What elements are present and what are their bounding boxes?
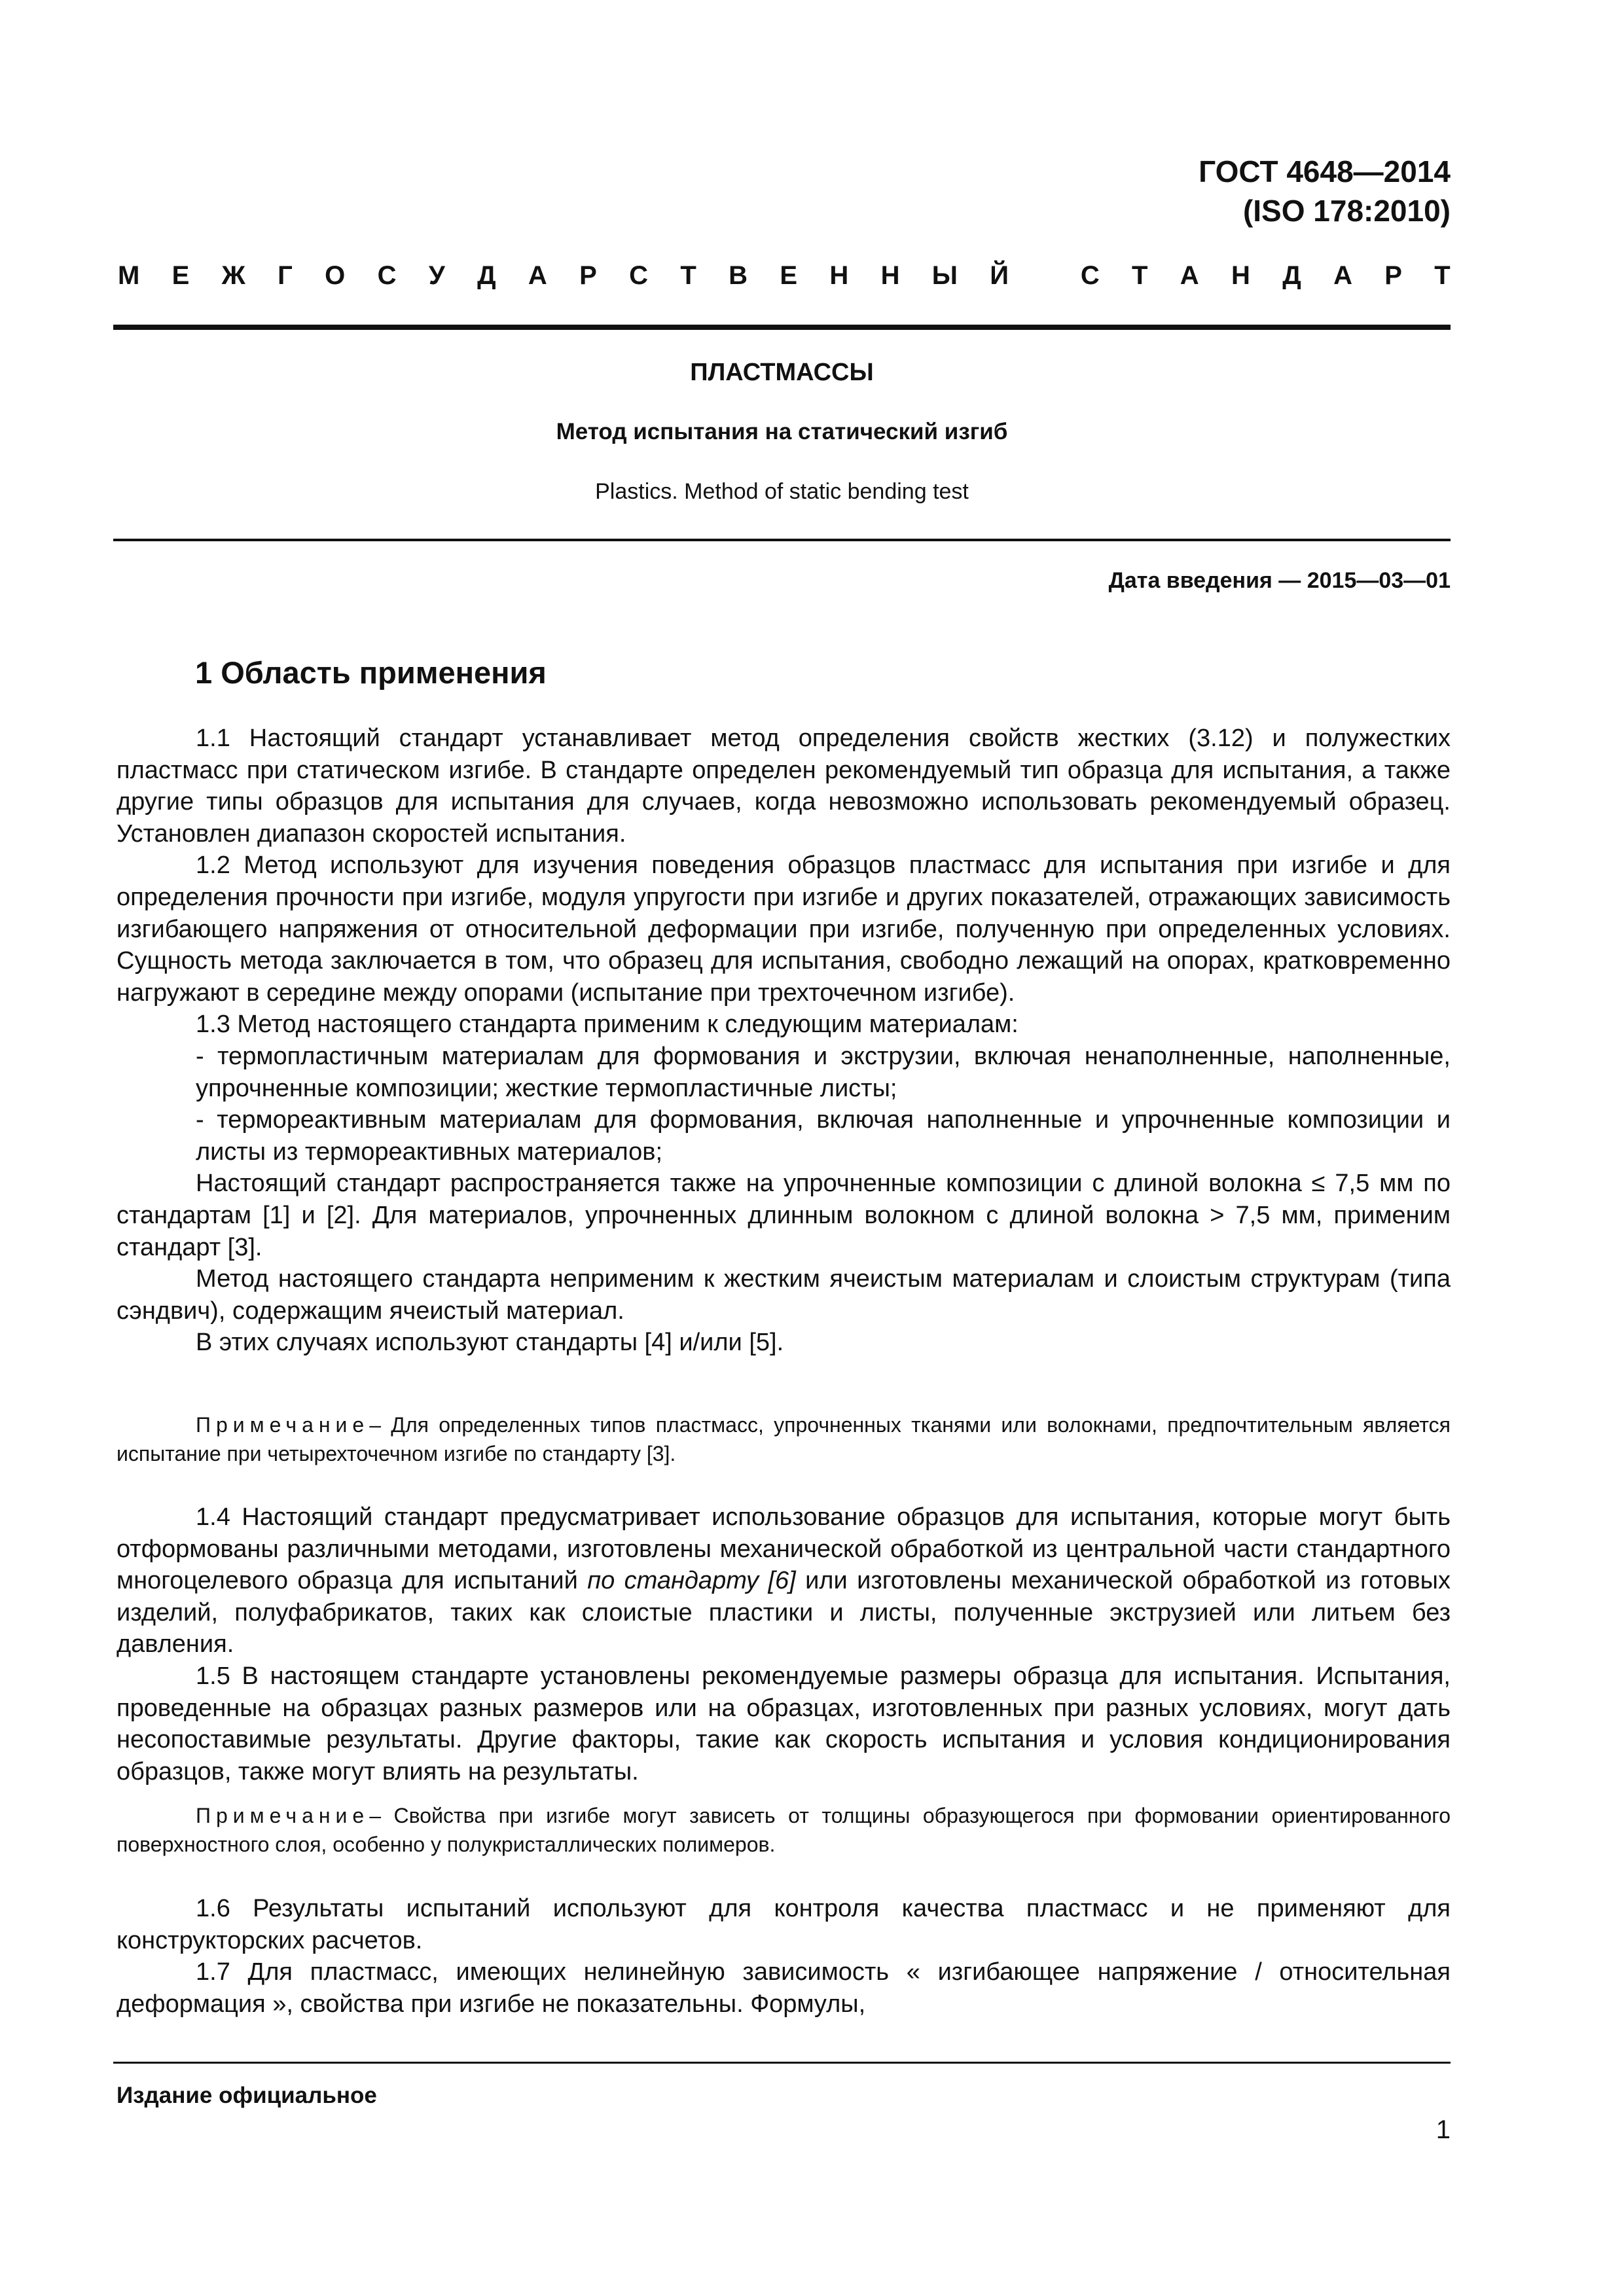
interstate-letter: С (377, 261, 397, 290)
interstate-letter: Ы (931, 261, 958, 290)
title-english: Plastics. Method of static bending test (595, 479, 969, 504)
interstate-letter: Н (880, 261, 900, 290)
paragraph-1-4 (117, 1501, 1451, 1660)
interstate-letter: У (428, 261, 445, 290)
paragraph-1-5: 1.5 В настоящем стандарте установлены рекомендуемые размеры образца для испытания. Испытания, проведенные на образцах разных размеров или на образцах, изготовленных при разных условиях, могут дать несопоставимые результаты. Другие факторы, такие как скорость испытания и условия кондиционирования образцов, также могут влиять на результаты. (117, 1662, 1451, 1785)
interstate-letter: Г (278, 261, 293, 290)
interstate-letter: Т (1132, 261, 1148, 290)
iso-number: (ISO 178:2010) (1242, 194, 1451, 228)
note-1-text: – Для определенных типов пластмасс, упрочненных тканями или волокнами, предпочтительным является испытание при четырехточечном изгибе по стандарту [3]. (117, 1413, 1451, 1465)
interstate-letter: Т (680, 261, 696, 290)
interstate-letter: О (325, 261, 346, 290)
gost-number: ГОСТ 4648—2014 (1199, 154, 1451, 188)
interstate-letter: Р (579, 261, 597, 290)
section-body-1 (117, 723, 1451, 1359)
interstate-letter: Е (780, 261, 798, 290)
interstate-letter: Д (1282, 261, 1301, 290)
interstate-letter: М (118, 261, 140, 290)
official-edition-label: Издание официальное (117, 2083, 377, 2108)
interstate-letter: А (1333, 261, 1352, 290)
note-1 (117, 1410, 1451, 1468)
paragraph-fiber: Настоящий стандарт распространяется также на упрочненные композиции с длиной волокна ≤ 7,5 мм по стандартам [1] и [2]. Для материалов, упрочненных длинным волокном с длиной волокна > 7,5 мм, применим стандарт [3]. (117, 1170, 1451, 1261)
title-sub: Метод испытания на статический изгиб (556, 419, 1008, 444)
interstate-letter: В (729, 261, 748, 290)
note-2-text: – Свойства при изгибе могут зависеть от толщины образующегося при формовании ориентированного поверхностного слоя, особенно у полукристаллических полимеров. (117, 1804, 1451, 1856)
paragraph-1-4-text-b: или изготовлены механической обработкой из готовых изделий, полуфабрикатов, таких как слоистые пластики и листы, полученные экструзией или литьем без давления. (117, 1567, 1451, 1659)
interstate-letter: Н (1231, 261, 1250, 290)
section-heading: 1 Область применения (195, 655, 547, 690)
title-rule (113, 539, 1451, 541)
title-main: ПЛАСТМАССЫ (690, 359, 874, 386)
list-item-thermoplastic: - термопластичным материалам для формования и экструзии, включая ненаполненные, наполненные, упрочненные композиции; жесткие термопластичные листы; (196, 1042, 1451, 1102)
list-item-thermoset: - термореактивным материалам для формования, включая наполненные и упрочненные композиции и листы из термореактивных материалов; (196, 1106, 1451, 1166)
paragraph-1-7: 1.7 Для пластмасс, имеющих нелинейную зависимость « изгибающее напряжение / относительная деформация », свойства при изгибе не показательны. Формулы, (117, 1958, 1451, 2018)
paragraph-1-3: 1.3 Метод настоящего стандарта применим к следующим материалам: (196, 1011, 1019, 1039)
section-body-3 (117, 1893, 1451, 2020)
paragraph-1-6: 1.6 Результаты испытаний используют для контроля качества пластмасс и не применяют для конструкторских расчетов. (117, 1895, 1451, 1954)
interstate-letter: Р (1384, 261, 1402, 290)
interstate-standard-label (118, 259, 1451, 292)
paragraph-cellular: Метод настоящего стандарта неприменим к жестким ячеистым материалам и слоистым структурам (типа сэндвич), содержащим ячеистый материал. (117, 1265, 1451, 1325)
top-rule (113, 325, 1451, 330)
note-2-label: Примечание (196, 1804, 370, 1827)
note-2 (117, 1801, 1451, 1859)
interstate-letter: А (528, 261, 547, 290)
interstate-letter: Е (171, 261, 190, 290)
interstate-letter: Т (1434, 261, 1451, 290)
interstate-letter: Й (990, 261, 1009, 290)
interstate-word-gap (1041, 259, 1048, 292)
paragraph-1-1: 1.1 Настоящий стандарт устанавливает метод определения свойств жестких (3.12) и полужестких пластмасс при статическом изгибе. В стандарте определен рекомендуемый тип образца для испытания, а также другие типы образцов для испытания для случаев, когда невозможно использовать рекомендуемый образец. Установлен диапазон скоростей испытания. (117, 725, 1451, 848)
interstate-letter: С (1080, 261, 1100, 290)
note-1-label: Примечание (196, 1413, 370, 1437)
footer-rule (113, 2062, 1451, 2064)
paragraph-1-2: 1.2 Метод используют для изучения поведения образцов пластмасс для испытания при изгибе и для определения прочности при изгибе, модуля упругости при изгибе и других показателей, отражающих зависимость изгибающего напряжения от относительной деформации при изгибе, полученную при определенных условиях. Сущность метода заключается в том, что образец для испытания, свободно лежащий на опорах, кратковременно нагружают в середине между опорами (испытание при трехточечном изгибе). (117, 852, 1451, 1007)
paragraph-1-4-reference: по стандарту [6] (587, 1567, 796, 1595)
introduction-date: Дата введения — 2015—03—01 (1108, 568, 1451, 593)
document-code (1199, 152, 1451, 230)
interstate-letter: А (1180, 261, 1199, 290)
paragraph-standards-ref: В этих случаях используют стандарты [4] и/или [5]. (196, 1329, 784, 1357)
interstate-letter: Д (477, 261, 496, 290)
interstate-letter: Ж (221, 261, 245, 290)
interstate-letter: С (629, 261, 649, 290)
interstate-letter: Н (829, 261, 849, 290)
section-body-2 (117, 1501, 1451, 1787)
paragraph-1-4-text-a: 1.4 Настоящий стандарт предусматривает использование образцов для испытания, которые могут быть отформованы различными методами, изготовлены механической обработкой из центральной части стандартного многоцелевого образца для испытаний (117, 1503, 1451, 1595)
page-number: 1 (1435, 2115, 1451, 2144)
